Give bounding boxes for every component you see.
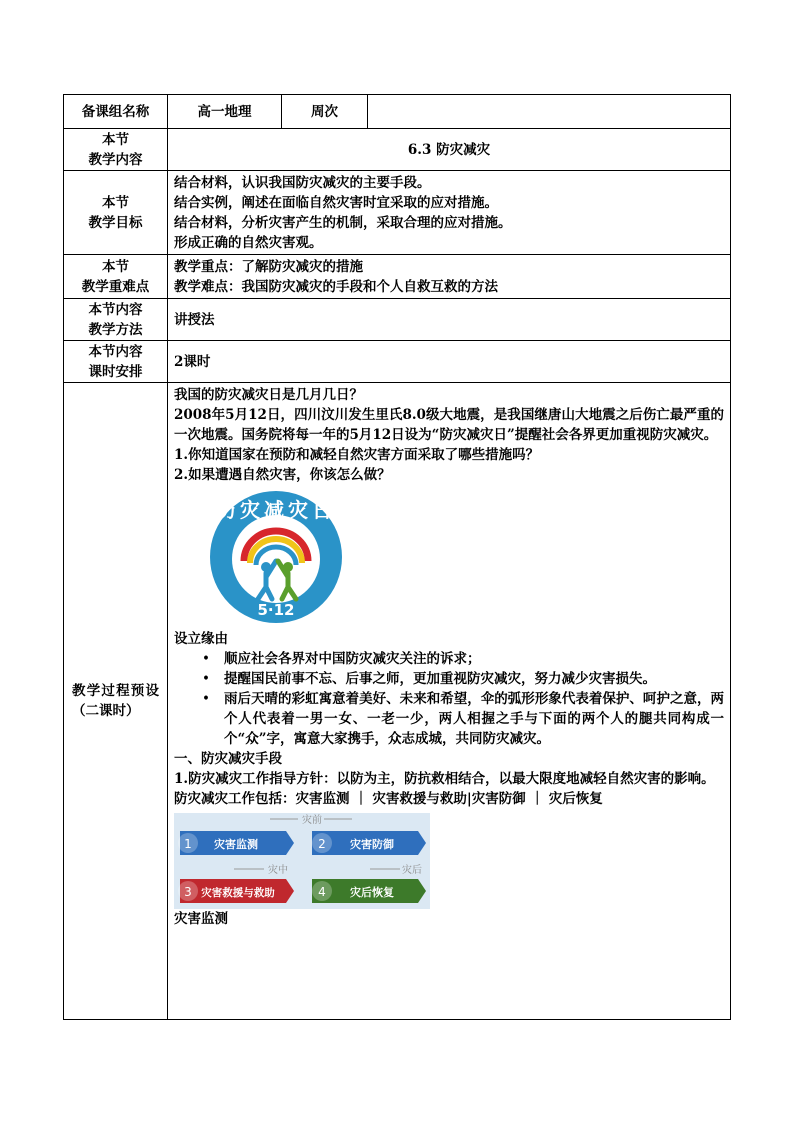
keypoints-row [64,255,731,299]
week-label: 周次 [282,95,368,129]
festival-question: 我国的防灾减灾日是几月几日？ [174,387,363,403]
week-value [368,95,731,129]
content-label-line1: 本节 [102,131,129,148]
svg-text:3: 3 [184,885,192,899]
reason-title: 设立缘由 [174,631,228,647]
logo-ring-text: 防灾减灾日 [216,498,336,522]
logo-date-text: 5·12 [257,601,295,619]
reason-item: • 顺应社会各界对中国防灾减灾关注的诉求； [196,649,724,669]
svg-text:4: 4 [318,885,326,899]
svg-text:灾害防御: 灾害防御 [350,838,394,851]
keypoints-label [64,255,168,299]
flow-tag-before: 灾前 [302,815,322,826]
reason-list [174,649,724,749]
disaster-flow-svg [174,813,430,909]
work-items: 防灾减灾工作包括：灾害监测 ｜ 灾害救援与救助|灾害防御 ｜ 灾后恢复 [174,791,603,807]
flow-step-3 [178,879,294,903]
process-label: 教学过程预设（二课时） [64,383,168,1020]
lesson-title: 6.3 防灾减灾 [168,129,731,171]
question-1: 1.你知道国家在预防和减轻自然灾害方面采取了哪些措施吗？ [174,447,540,463]
goals-list [168,171,731,255]
disaster-day-logo [174,485,724,629]
keypoints-label-line1: 本节 [102,258,129,275]
section-title: 一、防灾减灾手段 [174,751,282,767]
goals-label-line1: 本节 [102,194,129,211]
svg-text:灾害救援与救助: 灾害救援与救助 [201,887,275,899]
question-2: 2.如果遭遇自然灾害，你该怎么做？ [174,467,391,483]
disaster-day-logo-image [206,487,346,627]
teaching-focus: 教学重点：了解防灾减灾的措施 [174,258,363,275]
flow-step-4 [312,879,426,903]
keypoints-content [168,255,731,299]
teaching-difficulty: 教学难点：我国防灾减灾的手段和个人自救互救的方法 [174,278,498,295]
svg-text:灾害监测: 灾害监测 [214,838,258,851]
goal-item: 结合材料，认识我国防灾减灾的主要手段。 [174,174,431,191]
goals-label-line2: 教学目标 [88,214,143,231]
method-label [64,299,168,341]
content-label [64,129,168,171]
reason-item: • 提醒国民前事不忘、后事之师，更加重视防灾减灾，努力减少灾害损失。 [196,669,724,689]
flow-tag-during: 灾中 [268,865,288,876]
method-row [64,299,731,341]
svg-text:灾后恢复: 灾后恢复 [350,886,394,899]
flow-step-2 [312,831,426,855]
keypoints-label-line2: 教学重难点 [81,278,150,295]
reason-item: • 雨后天晴的彩虹寓意着美好、未来和希望，伞的弧形形象代表着保护、呵护之意，两个人代表着一男一女、一老一少，两人相握之手与下面的两个人的腿共同构成一个“众”字，寓意大家携手，众志成城，共同防灾减灾。 [196,689,724,749]
subsection-title: 灾害监测 [174,911,228,927]
method-label-line1: 本节内容 [88,301,143,318]
schedule-label-line2: 课时安排 [88,363,143,380]
svg-text:1: 1 [184,837,192,851]
group-name-value: 高一地理 [168,95,282,129]
schedule-value: 2课时 [168,341,731,383]
lesson-plan-table [63,94,731,1020]
goals-row [64,171,731,255]
flow-step-1 [178,831,294,855]
goal-item: 结合材料，分析灾害产生的机制，采取合理的应对措施。 [174,214,512,231]
header-row [64,95,731,129]
schedule-row [64,341,731,383]
goal-item: 结合实例，阐述在面临自然灾害时宜采取的应对措施。 [174,194,498,211]
method-value: 讲授法 [168,299,731,341]
process-row [64,383,731,1020]
disaster-flow-diagram [174,813,430,909]
content-row [64,129,731,171]
content-label-line2: 教学内容 [88,151,143,168]
schedule-label [64,341,168,383]
svg-text:2: 2 [318,837,326,851]
guiding-policy: 1.防灾减灾工作指导方针：以防为主，防抗救相结合，以最大限度地减轻自然灾害的影响。 [174,771,715,787]
goal-item: 形成正确的自然灾害观。 [174,234,323,251]
process-content [168,383,731,1020]
method-label-line2: 教学方法 [88,321,143,338]
festival-intro: 2008年5月12日，四川汶川发生里氏8.0级大地震，是我国继唐山大地震之后伤亡最严重的一次地震。国务院将每一年的5月12日设为“防灾减灾日”提醒社会各界更加重视防灾减灾。 [174,407,724,443]
group-name-label: 备课组名称 [64,95,168,129]
goals-label [64,171,168,255]
flow-tag-after: 灾后 [402,865,422,876]
schedule-label-line1: 本节内容 [88,343,143,360]
